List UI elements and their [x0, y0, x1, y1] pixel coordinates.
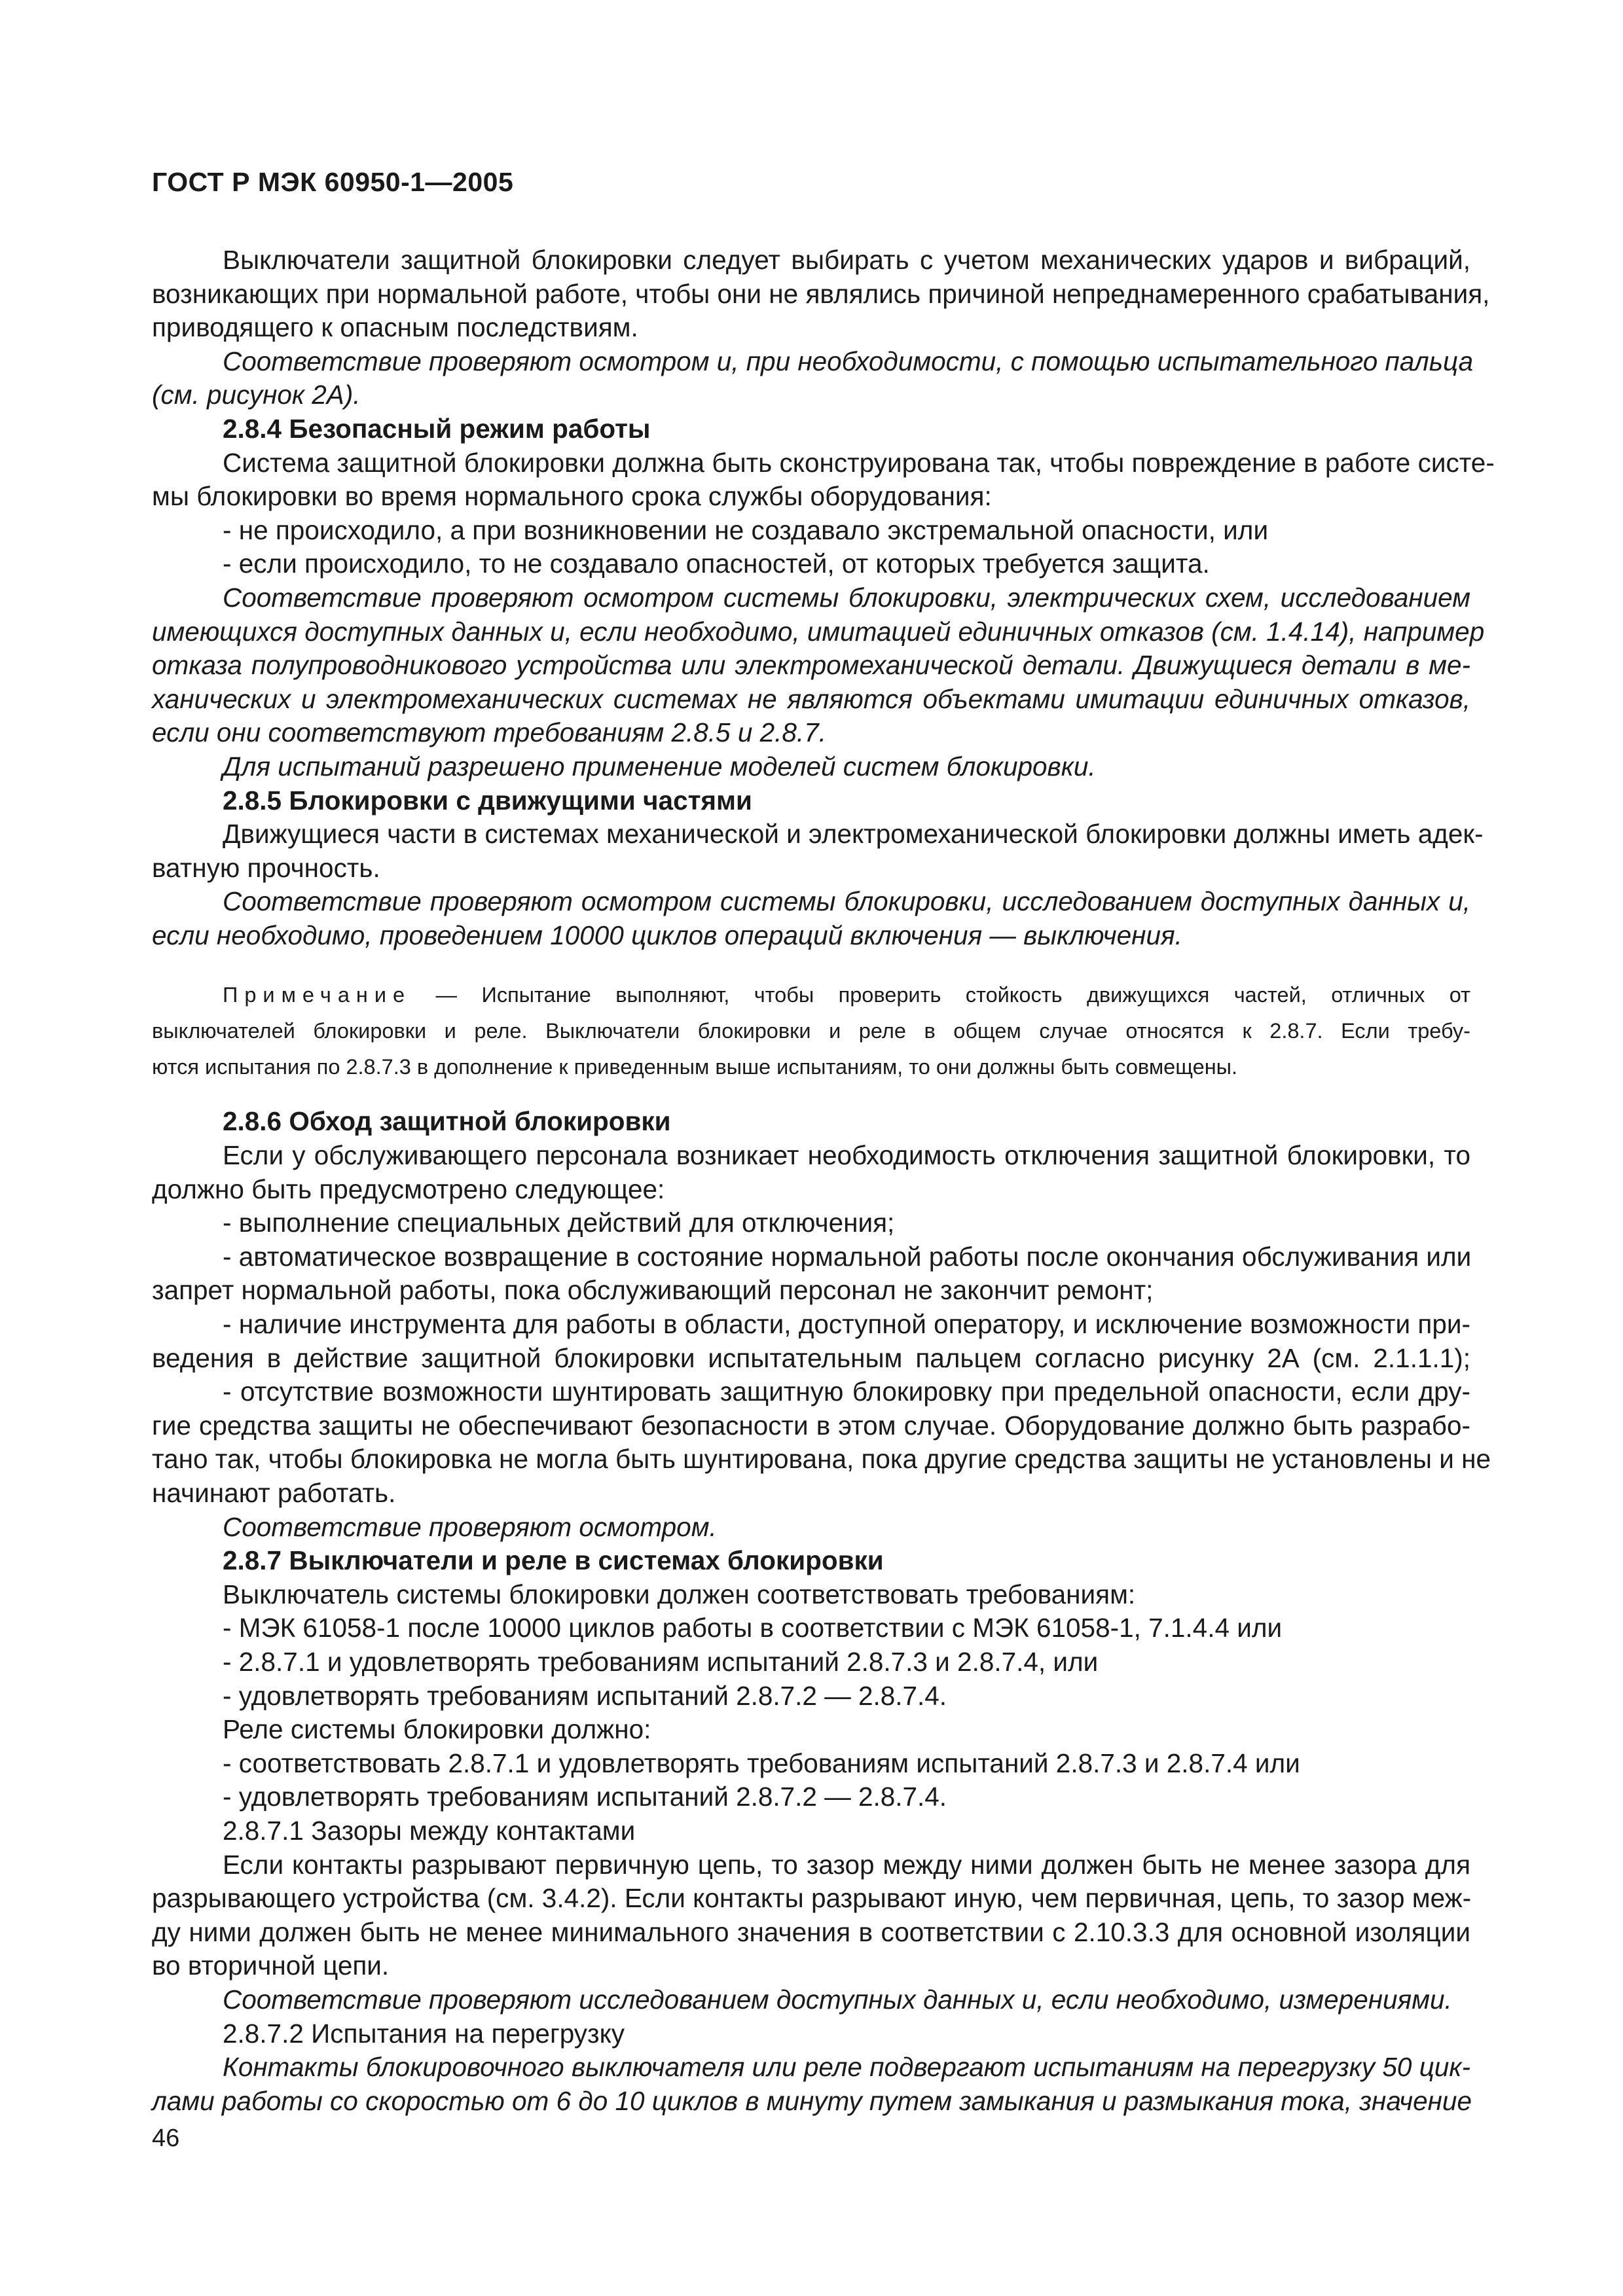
text-line: - удовлетворять требованиям испытаний 2.8.7.2 — 2.8.7.4.	[223, 1680, 947, 1711]
section-heading: 2.8.7 Выключатели и реле в системах блокировки	[223, 1545, 884, 1576]
text-line: Выключатели защитной блокировки следует выбирать с учетом механических ударов и вибраций,	[223, 245, 1470, 275]
text-line: начинают работать.	[152, 1478, 396, 1508]
text-line: ватную прочность.	[152, 852, 380, 883]
note-line: Примечание — Испытание выполняют, чтобы проверить стойкость движущихся частей, отличных от	[223, 983, 1470, 1007]
text-line: 2.8.7.1 Зазоры между контактами	[223, 1815, 636, 1846]
text-line: если необходимо, проведением 10000 циклов операций включения — выключения.	[152, 920, 1182, 950]
section-heading: 2.8.6 Обход защитной блокировки	[223, 1106, 671, 1137]
section-heading: 2.8.4 Безопасный режим работы	[223, 413, 651, 444]
text-line: ведения в действие защитной блокировки испытательным пальцем согласно рисунку 2А (см. 2.1.1.1);	[152, 1342, 1470, 1373]
text-line: Реле системы блокировки должно:	[223, 1714, 651, 1745]
text-line: 2.8.7.2 Испытания на перегрузку	[223, 2018, 625, 2049]
text-line: Если контакты разрывают первичную цепь, то зазор между ними должен быть не менее зазора для	[223, 1849, 1470, 1880]
text-line: мы блокировки во время нормального срока службы оборудования:	[152, 481, 992, 512]
document-header: ГОСТ Р МЭК 60950-1—2005	[152, 167, 514, 197]
text-line: Для испытаний разрешено применение моделей систем блокировки.	[223, 751, 1096, 781]
text-line: приводящего к опасным последствиям.	[152, 312, 638, 343]
text-line: Соответствие проверяют исследованием доступных данных и, если необходимо, измерениями.	[223, 1984, 1452, 2015]
text-line: - МЭК 61058-1 после 10000 циклов работы в соответствии с МЭК 61058-1, 7.1.4.4 или	[223, 1613, 1283, 1643]
text-line: Соответствие проверяют осмотром.	[223, 1511, 717, 1542]
text-line: - соответствовать 2.8.7.1 и удовлетворять требованиям испытаний 2.8.7.3 и 2.8.7.4 или	[223, 1748, 1300, 1778]
text-line: имеющихся доступных данных и, если необходимо, имитацией единичных отказов (см. 1.4.14), например	[152, 616, 1485, 647]
text-line: возникающих при нормальной работе, чтобы они не являлись причиной непреднамеренного срабатывания,	[152, 278, 1490, 309]
text-line: отказа полупроводникового устройства или электромеханической детали. Движущиеся детали в ме-	[152, 650, 1470, 681]
section-heading: 2.8.5 Блокировки с движущими частями	[223, 785, 752, 816]
text-line: - если происходило, то не создавало опасностей, от которых требуется защита.	[223, 548, 1210, 579]
document-body	[152, 243, 1495, 2118]
text-line: - выполнение специальных действий для отключения;	[223, 1208, 895, 1238]
text-line: Соответствие проверяют осмотром системы блокировки, электрических схем, исследованием	[223, 582, 1470, 613]
text-line: Если у обслуживающего персонала возникает необходимость отключения защитной блокировки, то	[223, 1140, 1470, 1171]
text-line: должно быть предусмотрено следующее:	[152, 1174, 665, 1204]
text-line: ду ними должен быть не менее минимального значения в соответствии с 2.10.3.3 для основной изоляции	[152, 1916, 1470, 1947]
text-line: Движущиеся части в системах механической и электромеханической блокировки должны иметь адек-	[223, 819, 1484, 850]
text-line: Выключатель системы блокировки должен соответствовать требованиям:	[223, 1579, 1136, 1609]
text-line: во вторичной цепи.	[152, 1950, 390, 1981]
text-line: - автоматическое возвращение в состояние нормальной работы после окончания обслуживания или	[223, 1241, 1472, 1272]
text-line: гие средства защиты не обеспечивают безопасности в этом случае. Оборудование должно быть разрабо-	[152, 1410, 1470, 1441]
note-line: ются испытания по 2.8.7.3 в дополнение к приведенным выше испытаниям, то они должны быть совмещены.	[152, 1055, 1238, 1079]
text-line: - наличие инструмента для работы в области, доступной оператору, и исключение возможности при-	[223, 1309, 1470, 1340]
note-line: выключателей блокировки и реле. Выключатели блокировки и реле в общем случае относятся к 2.8.7. Если требу-	[152, 1019, 1470, 1043]
text-line: лами работы со скоростью от 6 до 10 циклов в минуту путем замыкания и размыкания тока, значение	[152, 2085, 1472, 2116]
text-line: - не происходило, а при возникновении не создавало экстремальной опасности, или	[223, 514, 1269, 545]
text-line: ханических и электромеханических системах не являются объектами имитации единичных отказов,	[152, 683, 1470, 714]
text-line: (см. рисунок 2А).	[152, 380, 361, 410]
text-line: Соответствие проверяют осмотром системы блокировки, исследованием доступных данных и,	[223, 886, 1470, 917]
text-line: разрывающего устройства (см. 3.4.2). Если контакты разрывают иную, чем первичная, цепь, то зазор меж-	[152, 1883, 1472, 1914]
note-label: Примечание	[223, 983, 412, 1007]
text-line: если они соответствуют требованиям 2.8.5 и 2.8.7.	[152, 717, 826, 748]
text-line: Контакты блокировочного выключателя или реле подвергают испытаниям на перегрузку 50 цик-	[223, 2052, 1470, 2083]
text-line: - 2.8.7.1 и удовлетворять требованиям испытаний 2.8.7.3 и 2.8.7.4, или	[223, 1646, 1099, 1677]
text-line: запрет нормальной работы, пока обслуживающий персонал не закончит ремонт;	[152, 1275, 1154, 1306]
text-line: - отсутствие возможности шунтировать защитную блокировку при предельной опасности, если дру-	[223, 1376, 1470, 1407]
page-number: 46	[152, 2125, 180, 2152]
text-line: тано так, чтобы блокировка не могла быть шунтирована, пока другие средства защиты не установлены и не	[152, 1444, 1491, 1475]
text-line: Система защитной блокировки должна быть сконструирована так, чтобы повреждение в работе систе-	[223, 447, 1495, 478]
text-line: - удовлетворять требованиям испытаний 2.8.7.2 — 2.8.7.4.	[223, 1782, 947, 1812]
text-line: Соответствие проверяют осмотром и, при необходимости, с помощью испытательного пальца	[223, 346, 1474, 376]
